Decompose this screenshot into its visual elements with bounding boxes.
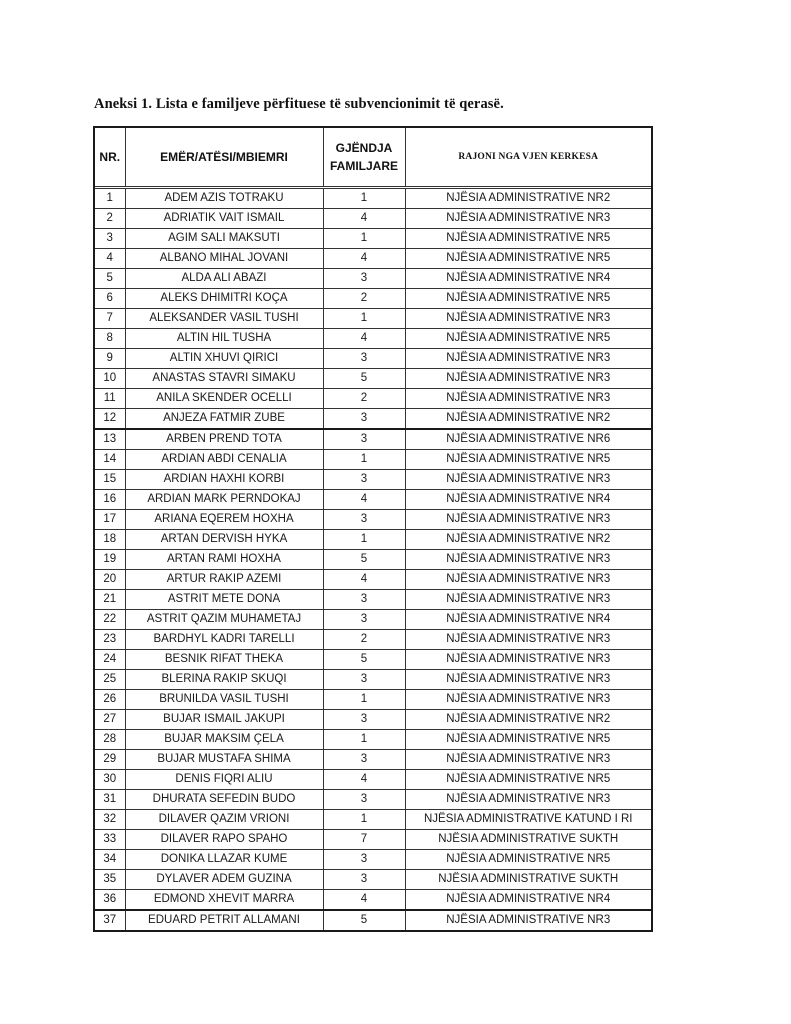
cell-region: NJËSIA ADMINISTRATIVE NR3	[405, 369, 651, 389]
table-row	[95, 750, 651, 770]
table-row	[95, 630, 651, 650]
cell-region: NJËSIA ADMINISTRATIVE NR5	[405, 450, 651, 470]
cell-region: NJËSIA ADMINISTRATIVE NR4	[405, 890, 651, 911]
header-nr: NR.	[95, 128, 125, 188]
cell-nr: 37	[95, 910, 125, 930]
cell-nr: 6	[95, 289, 125, 309]
cell-region: NJËSIA ADMINISTRATIVE NR3	[405, 470, 651, 490]
cell-family-status: 5	[323, 910, 405, 930]
table-header-row	[95, 128, 651, 188]
cell-nr: 33	[95, 830, 125, 850]
cell-region: NJËSIA ADMINISTRATIVE SUKTH	[405, 870, 651, 890]
cell-region: NJËSIA ADMINISTRATIVE NR4	[405, 610, 651, 630]
table-row	[95, 650, 651, 670]
table-row	[95, 670, 651, 690]
cell-family-status: 4	[323, 209, 405, 229]
cell-name: ALEKS DHIMITRI KOÇA	[125, 289, 323, 309]
cell-region: NJËSIA ADMINISTRATIVE NR5	[405, 850, 651, 870]
cell-region: NJËSIA ADMINISTRATIVE NR3	[405, 650, 651, 670]
cell-name: ARTAN RAMI HOXHA	[125, 550, 323, 570]
table-row	[95, 269, 651, 289]
cell-name: ALEKSANDER VASIL TUSHI	[125, 309, 323, 329]
cell-family-status: 1	[323, 188, 405, 209]
table-row	[95, 890, 651, 911]
cell-name: ARDIAN MARK PERNDOKAJ	[125, 490, 323, 510]
cell-name: ALDA ALI ABAZI	[125, 269, 323, 289]
cell-region: NJËSIA ADMINISTRATIVE NR3	[405, 309, 651, 329]
cell-name: ARBEN PREND TOTA	[125, 429, 323, 450]
cell-region: NJËSIA ADMINISTRATIVE NR2	[405, 530, 651, 550]
cell-family-status: 2	[323, 630, 405, 650]
table-row	[95, 850, 651, 870]
cell-family-status: 4	[323, 249, 405, 269]
cell-region: NJËSIA ADMINISTRATIVE NR5	[405, 229, 651, 249]
cell-region: NJËSIA ADMINISTRATIVE NR3	[405, 790, 651, 810]
table-row	[95, 710, 651, 730]
cell-nr: 35	[95, 870, 125, 890]
table-row	[95, 690, 651, 710]
cell-family-status: 2	[323, 289, 405, 309]
cell-name: BUJAR ISMAIL JAKUPI	[125, 710, 323, 730]
cell-name: ARDIAN ABDI CENALIA	[125, 450, 323, 470]
table-row	[95, 409, 651, 430]
cell-family-status: 1	[323, 810, 405, 830]
cell-family-status: 3	[323, 790, 405, 810]
cell-name: AGIM SALI MAKSUTI	[125, 229, 323, 249]
header-region: RAJONI NGA VJEN KERKESA	[458, 152, 599, 162]
cell-nr: 36	[95, 890, 125, 911]
cell-family-status: 3	[323, 850, 405, 870]
cell-region: NJËSIA ADMINISTRATIVE NR2	[405, 710, 651, 730]
cell-name: DHURATA SEFEDIN BUDO	[125, 790, 323, 810]
cell-region: NJËSIA ADMINISTRATIVE NR3	[405, 209, 651, 229]
table-row	[95, 369, 651, 389]
cell-family-status: 3	[323, 510, 405, 530]
cell-name: ADRIATIK VAIT ISMAIL	[125, 209, 323, 229]
cell-family-status: 4	[323, 890, 405, 911]
cell-name: ANILA SKENDER OCELLI	[125, 389, 323, 409]
table-row	[95, 910, 651, 930]
cell-nr: 8	[95, 329, 125, 349]
header-family-line1: GJËNDJA	[335, 141, 393, 155]
cell-name: ANJEZA FATMIR ZUBE	[125, 409, 323, 430]
cell-family-status: 1	[323, 229, 405, 249]
cell-nr: 32	[95, 810, 125, 830]
cell-region: NJËSIA ADMINISTRATIVE NR3	[405, 910, 651, 930]
cell-name: ASTRIT QAZIM MUHAMETAJ	[125, 610, 323, 630]
cell-name: BUJAR MUSTAFA SHIMA	[125, 750, 323, 770]
cell-family-status: 3	[323, 710, 405, 730]
cell-nr: 1	[95, 188, 125, 209]
cell-nr: 21	[95, 590, 125, 610]
cell-region: NJËSIA ADMINISTRATIVE NR3	[405, 570, 651, 590]
table-row	[95, 770, 651, 790]
cell-family-status: 4	[323, 490, 405, 510]
table-row	[95, 490, 651, 510]
cell-family-status: 3	[323, 409, 405, 430]
cell-nr: 11	[95, 389, 125, 409]
table-row	[95, 830, 651, 850]
cell-name: DONIKA LLAZAR KUME	[125, 850, 323, 870]
cell-name: ARTUR RAKIP AZEMI	[125, 570, 323, 590]
cell-name: BRUNILDA VASIL TUSHI	[125, 690, 323, 710]
cell-family-status: 3	[323, 750, 405, 770]
table-row	[95, 289, 651, 309]
table-row	[95, 470, 651, 490]
cell-nr: 27	[95, 710, 125, 730]
cell-nr: 24	[95, 650, 125, 670]
table-row	[95, 329, 651, 349]
cell-nr: 25	[95, 670, 125, 690]
cell-nr: 29	[95, 750, 125, 770]
table-row	[95, 429, 651, 450]
cell-nr: 20	[95, 570, 125, 590]
cell-nr: 26	[95, 690, 125, 710]
cell-family-status: 5	[323, 369, 405, 389]
cell-region: NJËSIA ADMINISTRATIVE NR5	[405, 329, 651, 349]
cell-family-status: 7	[323, 830, 405, 850]
cell-nr: 9	[95, 349, 125, 369]
cell-region: NJËSIA ADMINISTRATIVE NR4	[405, 269, 651, 289]
cell-family-status: 1	[323, 450, 405, 470]
cell-name: ANASTAS STAVRI SIMAKU	[125, 369, 323, 389]
cell-family-status: 5	[323, 650, 405, 670]
cell-nr: 12	[95, 409, 125, 430]
cell-region: NJËSIA ADMINISTRATIVE NR3	[405, 750, 651, 770]
cell-name: DILAVER QAZIM VRIONI	[125, 810, 323, 830]
cell-family-status: 3	[323, 670, 405, 690]
cell-nr: 14	[95, 450, 125, 470]
table-row	[95, 450, 651, 470]
cell-family-status: 3	[323, 349, 405, 369]
cell-region: NJËSIA ADMINISTRATIVE NR4	[405, 490, 651, 510]
cell-name: ALTIN HIL TUSHA	[125, 329, 323, 349]
table-row	[95, 229, 651, 249]
cell-nr: 4	[95, 249, 125, 269]
cell-family-status: 2	[323, 389, 405, 409]
cell-name: ARDIAN HAXHI KORBI	[125, 470, 323, 490]
table-row	[95, 570, 651, 590]
cell-family-status: 3	[323, 269, 405, 289]
cell-nr: 31	[95, 790, 125, 810]
cell-family-status: 5	[323, 550, 405, 570]
table-row	[95, 610, 651, 630]
cell-family-status: 1	[323, 309, 405, 329]
cell-family-status: 4	[323, 770, 405, 790]
cell-family-status: 4	[323, 329, 405, 349]
header-family-line2: FAMILJARE	[329, 159, 398, 173]
table-row	[95, 870, 651, 890]
table-row	[95, 550, 651, 570]
cell-region: NJËSIA ADMINISTRATIVE NR3	[405, 670, 651, 690]
table-row	[95, 249, 651, 269]
cell-name: ADEM AZIS TOTRAKU	[125, 188, 323, 209]
cell-region: NJËSIA ADMINISTRATIVE NR2	[405, 188, 651, 209]
cell-nr: 22	[95, 610, 125, 630]
table-row	[95, 309, 651, 329]
document-title: Aneksi 1. Lista e familjeve përfituese të subvencionimit të qerasë.	[94, 96, 504, 112]
cell-family-status: 4	[323, 570, 405, 590]
table-row	[95, 590, 651, 610]
cell-nr: 34	[95, 850, 125, 870]
cell-name: DILAVER RAPO SPAHO	[125, 830, 323, 850]
cell-name: ARIANA EQEREM HOXHA	[125, 510, 323, 530]
cell-region: NJËSIA ADMINISTRATIVE NR3	[405, 349, 651, 369]
cell-region: NJËSIA ADMINISTRATIVE NR3	[405, 550, 651, 570]
cell-name: BUJAR MAKSIM ÇELA	[125, 730, 323, 750]
table-row	[95, 730, 651, 750]
header-family-status	[323, 128, 405, 188]
cell-region: NJËSIA ADMINISTRATIVE NR3	[405, 590, 651, 610]
cell-nr: 30	[95, 770, 125, 790]
cell-region: NJËSIA ADMINISTRATIVE KATUND I RI	[405, 810, 651, 830]
cell-name: ALBANO MIHAL JOVANI	[125, 249, 323, 269]
cell-nr: 15	[95, 470, 125, 490]
header-name: EMËR/ATËSI/MBIEMRI	[125, 128, 323, 188]
cell-name: EDUARD PETRIT ALLAMANI	[125, 910, 323, 930]
cell-nr: 19	[95, 550, 125, 570]
cell-region: NJËSIA ADMINISTRATIVE NR5	[405, 730, 651, 750]
cell-family-status: 1	[323, 730, 405, 750]
cell-name: DENIS FIQRI ALIU	[125, 770, 323, 790]
table-row	[95, 530, 651, 550]
cell-region: NJËSIA ADMINISTRATIVE NR5	[405, 770, 651, 790]
cell-family-status: 3	[323, 870, 405, 890]
cell-name: ARTAN DERVISH HYKA	[125, 530, 323, 550]
cell-name: BARDHYL KADRI TARELLI	[125, 630, 323, 650]
table-row	[95, 349, 651, 369]
cell-nr: 2	[95, 209, 125, 229]
cell-family-status: 3	[323, 610, 405, 630]
cell-name: BESNIK RIFAT THEKA	[125, 650, 323, 670]
cell-name: EDMOND XHEVIT MARRA	[125, 890, 323, 911]
cell-region: NJËSIA ADMINISTRATIVE NR3	[405, 690, 651, 710]
cell-name: ASTRIT METE DONA	[125, 590, 323, 610]
table-row	[95, 188, 651, 209]
cell-nr: 13	[95, 429, 125, 450]
cell-nr: 5	[95, 269, 125, 289]
cell-region: NJËSIA ADMINISTRATIVE NR3	[405, 389, 651, 409]
cell-family-status: 3	[323, 590, 405, 610]
cell-region: NJËSIA ADMINISTRATIVE NR5	[405, 289, 651, 309]
cell-nr: 18	[95, 530, 125, 550]
table-row	[95, 389, 651, 409]
table-row	[95, 209, 651, 229]
cell-name: BLERINA RAKIP SKUQI	[125, 670, 323, 690]
cell-region: NJËSIA ADMINISTRATIVE NR5	[405, 249, 651, 269]
cell-nr: 3	[95, 229, 125, 249]
cell-region: NJËSIA ADMINISTRATIVE NR2	[405, 409, 651, 430]
cell-name: DYLAVER ADEM GUZINA	[125, 870, 323, 890]
cell-family-status: 1	[323, 530, 405, 550]
cell-region: NJËSIA ADMINISTRATIVE NR3	[405, 510, 651, 530]
cell-region: NJËSIA ADMINISTRATIVE NR6	[405, 429, 651, 450]
cell-region: NJËSIA ADMINISTRATIVE NR3	[405, 630, 651, 650]
cell-name: ALTIN XHUVI QIRICI	[125, 349, 323, 369]
cell-region: NJËSIA ADMINISTRATIVE SUKTH	[405, 830, 651, 850]
cell-nr: 23	[95, 630, 125, 650]
cell-nr: 10	[95, 369, 125, 389]
beneficiaries-table	[93, 126, 653, 932]
table-row	[95, 510, 651, 530]
table-row	[95, 810, 651, 830]
cell-nr: 16	[95, 490, 125, 510]
cell-family-status: 1	[323, 690, 405, 710]
cell-nr: 17	[95, 510, 125, 530]
cell-family-status: 3	[323, 470, 405, 490]
cell-family-status: 3	[323, 429, 405, 450]
cell-nr: 7	[95, 309, 125, 329]
table-row	[95, 790, 651, 810]
cell-nr: 28	[95, 730, 125, 750]
